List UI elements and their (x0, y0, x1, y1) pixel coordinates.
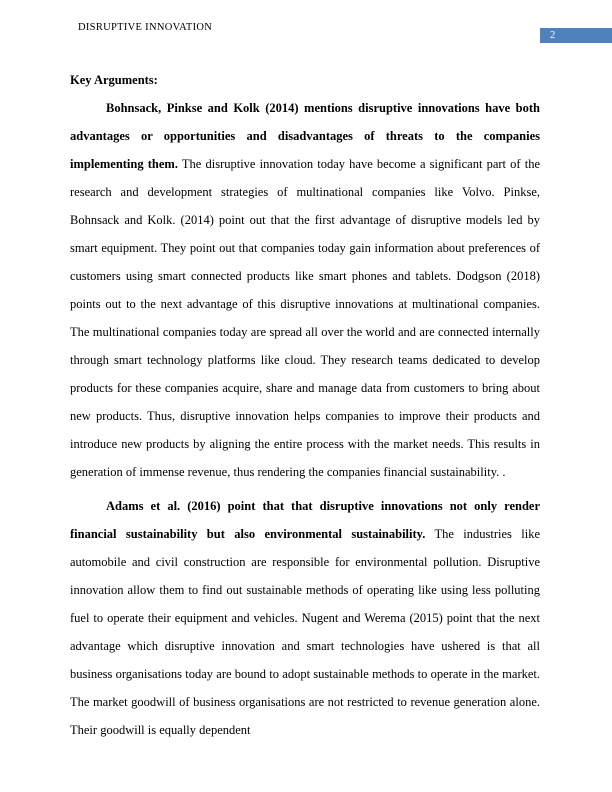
page-number: 2 (550, 30, 556, 41)
paragraph-1 (70, 94, 540, 486)
paragraph-2 (70, 492, 540, 744)
paragraph-1-bold-lead: Bohnsack, Pinkse and Kolk (2014) mentions disruptive innovations have both advantages or opportunities and disadvantages of threats to the companies implementing them. (70, 101, 540, 171)
page-number-badge (540, 28, 612, 43)
paragraph-2-bold-lead: Adams et al. (2016) point that that disruptive innovations not only render financial sustainability but also environmental sustainability. (70, 499, 540, 541)
paragraph-2-text: The industries like automobile and civil construction are responsible for environmental pollution. Disruptive innovation allow them to find out sustainable methods of operating like using less polluting fuel to operate their equipment and vehicles. Nugent and Werema (2015) point that the next advantage which disruptive innovation and smart technologies have ushered is that all business organisations today are bound to adopt sustainable methods to operate in the market. The market goodwill of business organisations are not restricted to revenue generation alone. Their goodwill is equally dependent (70, 527, 540, 737)
section-heading: Key Arguments: (70, 73, 158, 87)
running-head: DISRUPTIVE INNOVATION (78, 22, 213, 33)
paragraph-1-text: The disruptive innovation today have become a significant part of the research and development strategies of multinational companies like Volvo. Pinkse, Bohnsack and Kolk. (2014) point out that the first advantage of disruptive models led by smart equipment. They point out that companies today gain information about preferences of customers using smart connected products like smart phones and tablets. Dodgson (2018) points out to the next advantage of this disruptive innovations at multinational companies. The multinational companies today are spread all over the world and are connected internally through smart technology platforms like cloud. They research teams dedicated to develop products for these companies acquire, share and manage data from customers to bring about new products. Thus, disruptive innovation helps companies to improve their products and introduce new products by aligning the entire process with the market needs. This results in generation of immense revenue, thus rendering the companies financial sustainability. . (70, 157, 540, 479)
document-body (70, 66, 540, 744)
